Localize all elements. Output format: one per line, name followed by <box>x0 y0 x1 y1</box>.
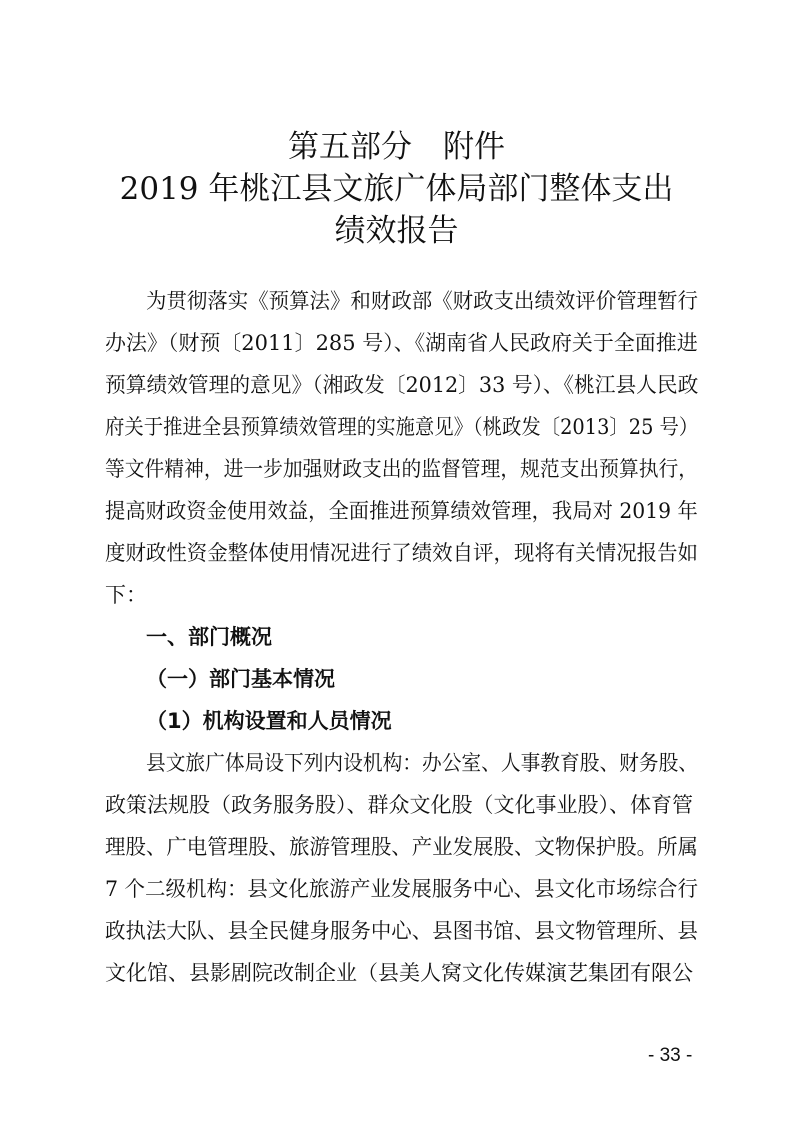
body-line: 7 个二级机构：县文化旅游产业发展服务中心、县文化市场综合行 <box>105 877 699 901</box>
intro-line: 为贯彻落实《预算法》和财政部《财政支出绩效评价管理暂行 <box>146 289 698 313</box>
intro-line: 府关于推进全县预算绩效管理的实施意见》（桃政发〔2013〕25 号） <box>105 415 699 439</box>
item-heading: （1）机构设置和人员情况 <box>146 709 392 733</box>
title-line-3: 绩效报告 <box>334 213 459 249</box>
section-heading: 一、部门概况 <box>146 625 272 649</box>
title-line-1: 第五部分 附件 <box>288 129 505 165</box>
intro-line: 下： <box>105 583 147 607</box>
intro-line: 度财政性资金整体使用情况进行了绩效自评，现将有关情况报告如 <box>105 541 698 565</box>
intro-line: 预算绩效管理的意见》（湘政发〔2012〕33 号）、《桃江县人民政 <box>105 373 699 397</box>
intro-line: 等文件精神，进一步加强财政支出的监督管理，规范支出预算执行， <box>105 457 699 481</box>
title-line-2: 2019 年桃江县文旅广体局部门整体支出 <box>119 171 674 207</box>
body-line: 政策法规股（政务服务股）、群众文化股（文化事业股）、体育管 <box>105 793 693 817</box>
intro-line: 办法》（财预〔2011〕285 号）、《湖南省人民政府关于全面推进 <box>105 331 698 355</box>
body-line: 县文旅广体局设下列内设机构：办公室、人事教育股、财务股、 <box>146 751 699 775</box>
page-number: - 33 - <box>648 1045 693 1066</box>
intro-line: 提高财政资金使用效益，全面推进预算绩效管理，我局对 2019 年 <box>105 499 698 523</box>
subsection-heading: （一）部门基本情况 <box>146 667 335 691</box>
body-line: 政执法大队、县全民健身服务中心、县图书馆、县文物管理所、县 <box>105 919 698 943</box>
body-line: 文化馆、县影剧院改制企业（县美人窝文化传媒演艺集团有限公 <box>105 961 693 985</box>
body-line: 理股、广电管理股、旅游管理股、产业发展股、文物保护股。所属 <box>105 835 698 859</box>
